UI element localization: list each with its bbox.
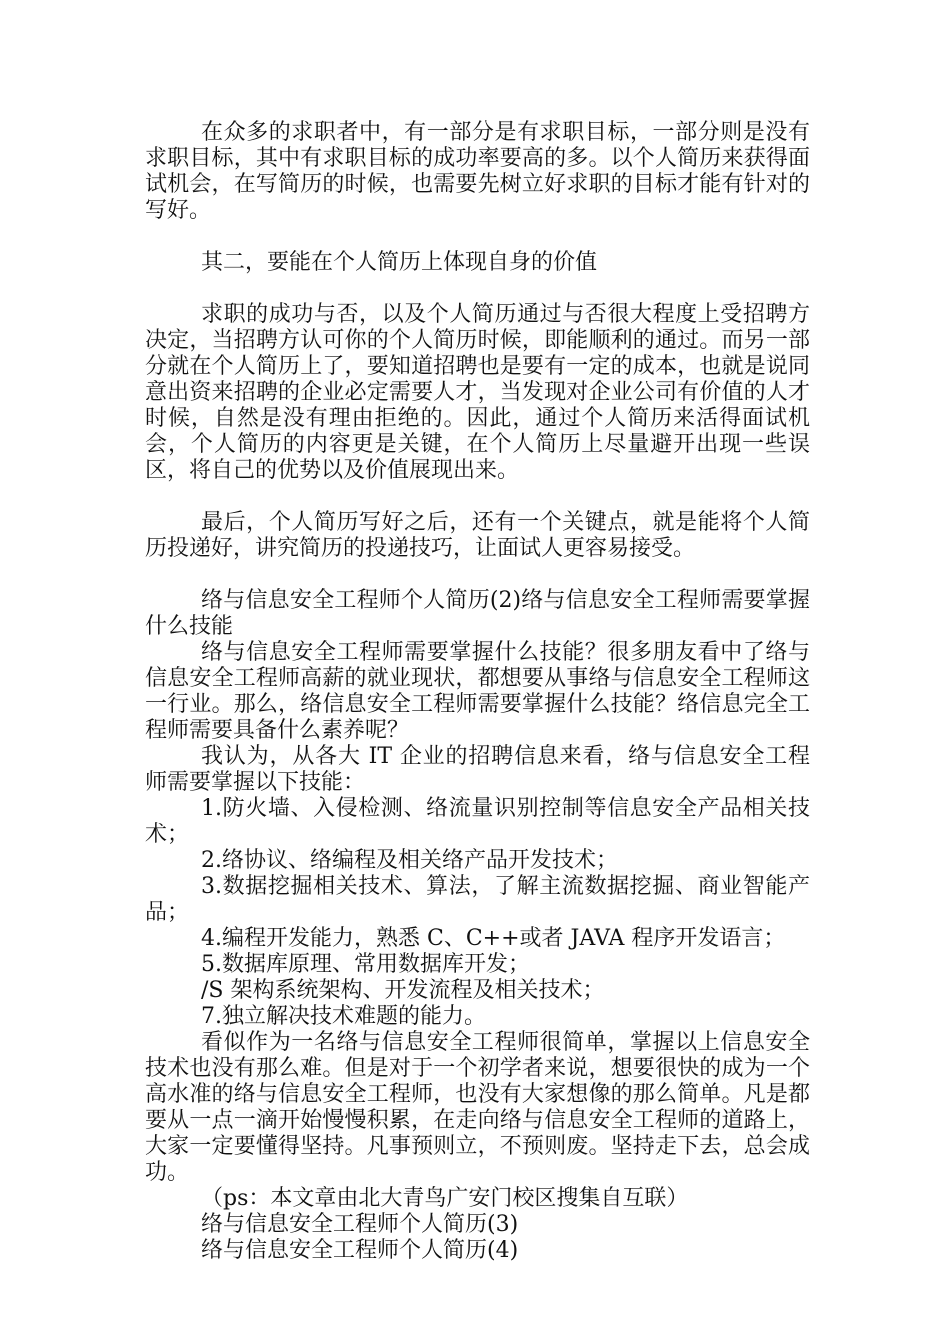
paragraph-conclusion: 看似作为一名络与信息安全工程师很简单，掌握以上信息安全技术也没有那么难。但是对于一个初学者来说，想要很快的成为一个高水准的络与信息安全工程师，也没有大家想像的那么简单。凡是都要从一点一滴开始慢慢积累，在走向络与信息安全工程师的道路上，大家一定要懂得坚持。凡事预则立，不预则废。坚持走下去，总会成功。: [145, 1030, 810, 1185]
skill-item-3: 3.数据挖掘相关技术、算法，了解主流数据挖掘、商业智能产品；: [145, 874, 810, 925]
document-body: [145, 120, 810, 1264]
skill-item-1: 1.防火墙、入侵检测、络流量识别控制等信息安全产品相关技术；: [145, 796, 810, 847]
paragraph-heading-value: 其二，要能在个人简历上体现自身的价值: [201, 250, 598, 275]
skill-item-2: 2.络协议、络编程及相关络产品开发技术；: [201, 848, 618, 873]
skill-item-7: 7.独立解决技术难题的能力。: [201, 1004, 486, 1029]
paragraph-resume-4: 络与信息安全工程师个人简历(4): [201, 1238, 519, 1263]
paragraph-source-note: （ps：本文章由北大青鸟广安门校区搜集自互联）: [201, 1186, 689, 1211]
skill-item-6: /S 架构系统架构、开发流程及相关技术；: [201, 978, 605, 1003]
paragraph-skills-intro: 我认为，从各大 IT 企业的招聘信息来看，络与信息安全工程师需要掌握以下技能：: [145, 744, 810, 795]
paragraph-final: 最后，个人简历写好之后，还有一个关键点，就是能将个人简历投递好，讲究简历的投递技巧，让面试人更容易接受。: [145, 510, 810, 561]
paragraph-skills-question: 络与信息安全工程师需要掌握什么技能？很多朋友看中了络与信息安全工程师高薪的就业现状，都想要从事络与信息安全工程师这一行业。那么，络信息安全工程师需要掌握什么技能？络信息完全工程师需要具备什么素养呢？: [145, 640, 810, 743]
paragraph-intro: 在众多的求职者中，有一部分是有求职目标，一部分则是没有求职目标，其中有求职目标的成功率要高的多。以个人简历来获得面试机会，在写简历的时候，也需要先树立好求职的目标才能有针对的写好。: [145, 120, 810, 223]
paragraph-section-title: 络与信息安全工程师个人简历(2)络与信息安全工程师需要掌握什么技能: [145, 588, 810, 639]
paragraph-success: 求职的成功与否，以及个人简历通过与否很大程度上受招聘方决定，当招聘方认可你的个人简历时候，即能顺利的通过。而另一部分就在个人简历上了，要知道招聘也是要有一定的成本，也就是说同意出资来招聘的企业必定需要人才，当发现对企业公司有价值的人才时候，自然是没有理由拒绝的。因此，通过个人简历来活得面试机会，个人简历的内容更是关键，在个人简历上尽量避开出现一些误区，将自己的优势以及价值展现出来。: [145, 302, 810, 483]
skill-item-5: 5.数据库原理、常用数据库开发；: [201, 952, 530, 977]
paragraph-resume-3: 络与信息安全工程师个人简历(3): [201, 1212, 519, 1237]
skill-item-4: 4.编程开发能力，熟悉 C、C++或者 JAVA 程序开发语言；: [201, 926, 786, 951]
